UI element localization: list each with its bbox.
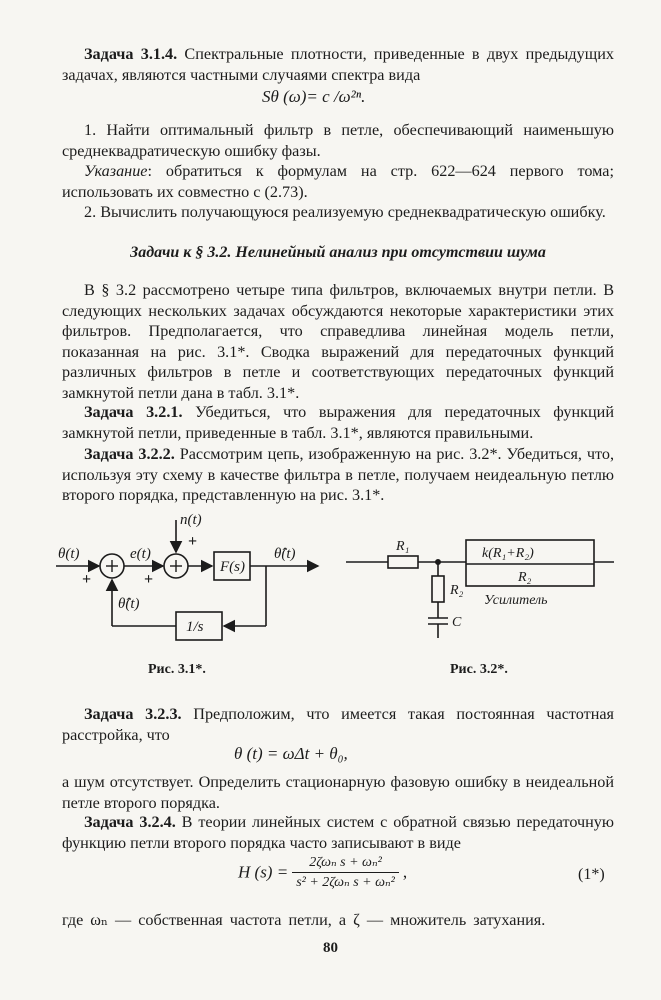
problem-label: Задача 3.2.2. (84, 445, 175, 463)
h-of-s: H (s) = (238, 862, 289, 882)
problem-3-2-1 (62, 402, 614, 443)
resistor-r2 (432, 576, 444, 602)
theta-input-label: θ(t) (58, 546, 80, 562)
figure-3-2-caption: Рис. 3.2*. (450, 662, 508, 677)
hint-label: Указание (84, 162, 148, 180)
feedback-label: θ̂(t) (118, 596, 140, 612)
problem-text: Рассмотрим цепь, изображенную на рис. 3.2*. Убедиться, что, используя эту схему в качестве фильтра в петле, получаем неидеальную петлю второго порядка, представленную на рис. 3.1*. (62, 445, 615, 504)
task-item-1: 1. Найти оптимальный фильтр в петле, обеспечивающий наименьшую среднеквадратическую ошибку фазы. (62, 121, 614, 160)
denominator: s² + 2ζωₙ s + ωₙ² (296, 875, 395, 890)
figure-3-1-diagram (56, 508, 336, 654)
intro-paragraph: В § 3.2 рассмотрено четыре типа фильтров, включаемых внутри петли. В следующих нескольких задачах обсуждаются некоторые характеристики этих фильтров. Предполагается, что справедлива линейная модель петли, показанная на рис. 3.1*. Сводка выражений для передаточных функций различных фильтров в петле и соответствующих передаточных функций замкнутой петли дана в табл. 3.1*. (62, 281, 614, 402)
integrator-label: 1/s (186, 619, 204, 635)
figure-3-2-diagram (346, 524, 618, 652)
transfer-function-formula (238, 854, 407, 891)
equation-number: (1*) (578, 866, 605, 883)
problem-label: Задача 3.1.4. (84, 45, 178, 63)
task-item-2: 2. Вычислить получающуюся реализуемую среднеквадратическую ошибку. (84, 203, 606, 221)
problem-text: Убедиться, что выражения для передаточных функций замкнутой петли, приведенные в табл. 3.1*, являются правильными. (62, 403, 615, 442)
where-clause: где ωₙ — собственная частота петли, а ζ — множитель затухания. (62, 911, 546, 929)
figure-3-1-caption: Рис. 3.1*. (148, 662, 206, 677)
page-number: 80 (323, 940, 338, 956)
hint-text: : обратиться к формулам на стр. 622—624 первого тома; использовать их совместно с (2.73). (62, 162, 614, 201)
problem-text: В теории линейных систем с обратной связью передаточную функцию петли второго порядка часто записывают в виде (62, 813, 614, 852)
noise-label: n(t) (180, 512, 202, 528)
hint (62, 161, 614, 202)
c-label: C (452, 615, 462, 630)
plus-sign: + (144, 571, 154, 588)
numerator: 2ζωₙ s + ωₙ² (292, 854, 399, 873)
theta-output-label: θ̂(t) (274, 546, 296, 562)
r2-label: R₂ (450, 583, 464, 598)
problem-text: Спектральные плотности, приведенные в двух предыдущих задачах, являются частными случаями спектра вида (62, 45, 614, 84)
problem-label: Задача 3.2.1. (84, 403, 183, 421)
problem-3-2-2 (62, 444, 614, 506)
plus-sign: + (188, 533, 198, 550)
problem-label: Задача 3.2.3. (84, 705, 182, 723)
amplifier-denominator: R₂ (518, 570, 532, 585)
filter-label: F(s) (220, 559, 245, 575)
problem-3-2-3 (62, 704, 614, 745)
problem-3-1-4 (62, 44, 614, 85)
resistor-r1 (388, 556, 418, 568)
comma: , (402, 862, 408, 882)
problem-label: Задача 3.2.4. (84, 813, 176, 831)
problem-3-2-3-continuation: а шум отсутствует. Определить стационарную фазовую ошибку в неидеальной петле второго порядка. (62, 773, 614, 812)
amplifier-label: Усилитель (484, 593, 548, 608)
r1-label: R₁ (396, 539, 410, 554)
spectrum-formula: Sθ (ω)= c /ω²ⁿ. (262, 87, 366, 106)
problem-text: Предположим, что имеется такая постоянная частотная расстройка, что (62, 705, 615, 744)
frequency-offset-formula: θ (t) = ωΔt + θ₀, (234, 744, 348, 763)
section-heading: Задачи к § 3.2. Нелинейный анализ при отсутствии шума (130, 244, 546, 261)
error-signal-label: e(t) (130, 546, 151, 562)
fraction (292, 854, 399, 891)
plus-sign: + (82, 571, 92, 588)
amplifier-numerator: k(R₁+R₂) (482, 546, 534, 561)
problem-3-2-4 (62, 812, 614, 853)
